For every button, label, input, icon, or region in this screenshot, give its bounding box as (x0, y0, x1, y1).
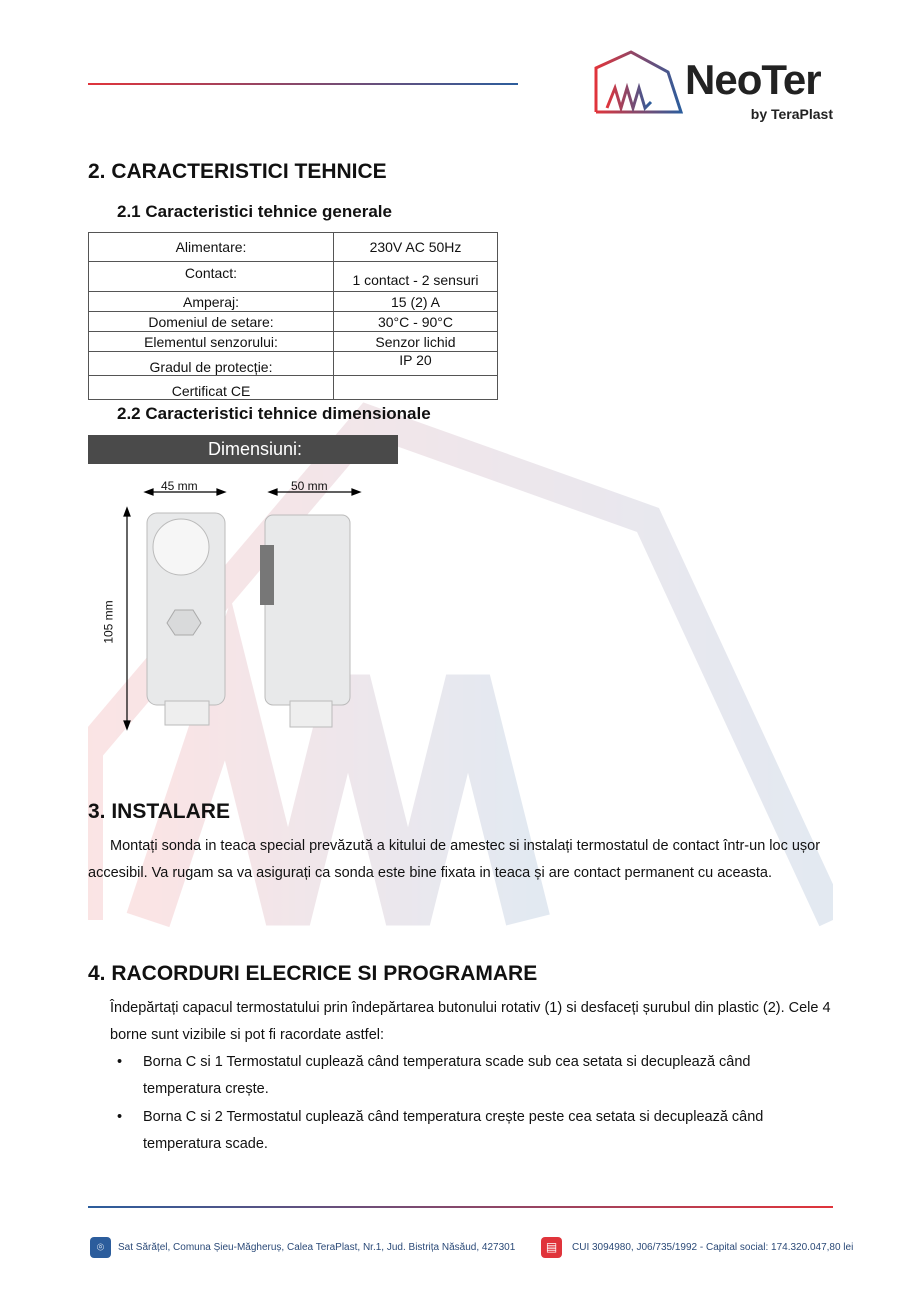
spec-value: 30°C - 90°C (334, 312, 498, 332)
spec-label: Gradul de protecție: (89, 352, 334, 376)
thermostat-dimension-drawing (101, 475, 375, 745)
width-label: 45 mm (161, 479, 198, 493)
list-item: • Borna C si 1 Termostatul cuplează când temperatura scade sub cea setata si decuplează când temperatura crește. (117, 1049, 817, 1102)
section-3-title: 3. INSTALARE (88, 800, 230, 823)
spec-value: 230V AC 50Hz (334, 233, 498, 262)
spec-label: Certificat CE (89, 376, 334, 400)
table-row (89, 292, 498, 312)
section-4-title: 4. RACORDURI ELECRICE SI PROGRAMARE (88, 962, 538, 985)
list-item: • Borna C si 2 Termostatul cuplează când temperatura crește peste cea setata si decuplează când temperatura scade. (117, 1104, 817, 1157)
table-row (89, 352, 498, 376)
footer-divider (88, 1206, 833, 1208)
spec-value: Senzor lichid (334, 332, 498, 352)
table-row (89, 312, 498, 332)
specs-table (88, 232, 498, 400)
spec-value: IP 20 (334, 352, 498, 376)
spec-value (334, 376, 498, 400)
table-row (89, 262, 498, 292)
dimensions-header: Dimensiuni: (88, 435, 398, 464)
footer-company-info: CUI 3094980, J06/735/1992 - Capital social: 174.320.047,80 lei (572, 1242, 854, 1253)
table-row (89, 332, 498, 352)
section-2-1-title: 2.1 Caracteristici tehnice generale (117, 202, 392, 221)
spec-value: 15 (2) A (334, 292, 498, 312)
table-row (89, 233, 498, 262)
house-logo-icon (593, 50, 683, 120)
location-pin-icon: ⌾ (90, 1237, 111, 1258)
installation-text: Montați sonda in teaca special prevăzută a kitului de amestec si instalați termostatul de contact într-un loc ușor accesibil. Va rugam sa va asigurați ca sonda este bine fixata in teaca și are contact permanent cu aceasta. (88, 838, 821, 881)
height-label: 105 mm (101, 600, 116, 644)
logo-name: NeoTer (685, 56, 821, 103)
connections-text: Îndepărtați capacul termostatului prin îndepărtarea butonului rotativ (1) si desfaceți șurubul din plastic (2). Cele 4 borne sunt vizibile si pot fi racordate astfel: (110, 1000, 831, 1043)
connections-list (117, 1049, 817, 1159)
spec-label: Elementul senzorului: (89, 332, 334, 352)
document-icon: ▤ (541, 1237, 562, 1258)
spec-label: Contact: (89, 262, 334, 292)
spec-label: Alimentare: (89, 233, 334, 262)
spec-label: Domeniul de setare: (89, 312, 334, 332)
logo-subtitle: by TeraPlast (750, 106, 833, 122)
table-row (89, 376, 498, 400)
depth-label: 50 mm (291, 479, 328, 493)
section-2-title: 2. CARACTERISTICI TEHNICE (88, 160, 387, 183)
spec-value: 1 contact - 2 sensuri (334, 262, 498, 292)
section-2-2-title: 2.2 Caracteristici tehnice dimensionale (117, 404, 431, 423)
footer-address: Sat Sărățel, Comuna Șieu-Măgheruș, Calea TeraPlast, Nr.1, Jud. Bistrița Năsăud, 427301 (118, 1242, 516, 1253)
header-divider (88, 83, 518, 85)
neoter-logo (593, 48, 838, 128)
spec-label: Amperaj: (89, 292, 334, 312)
